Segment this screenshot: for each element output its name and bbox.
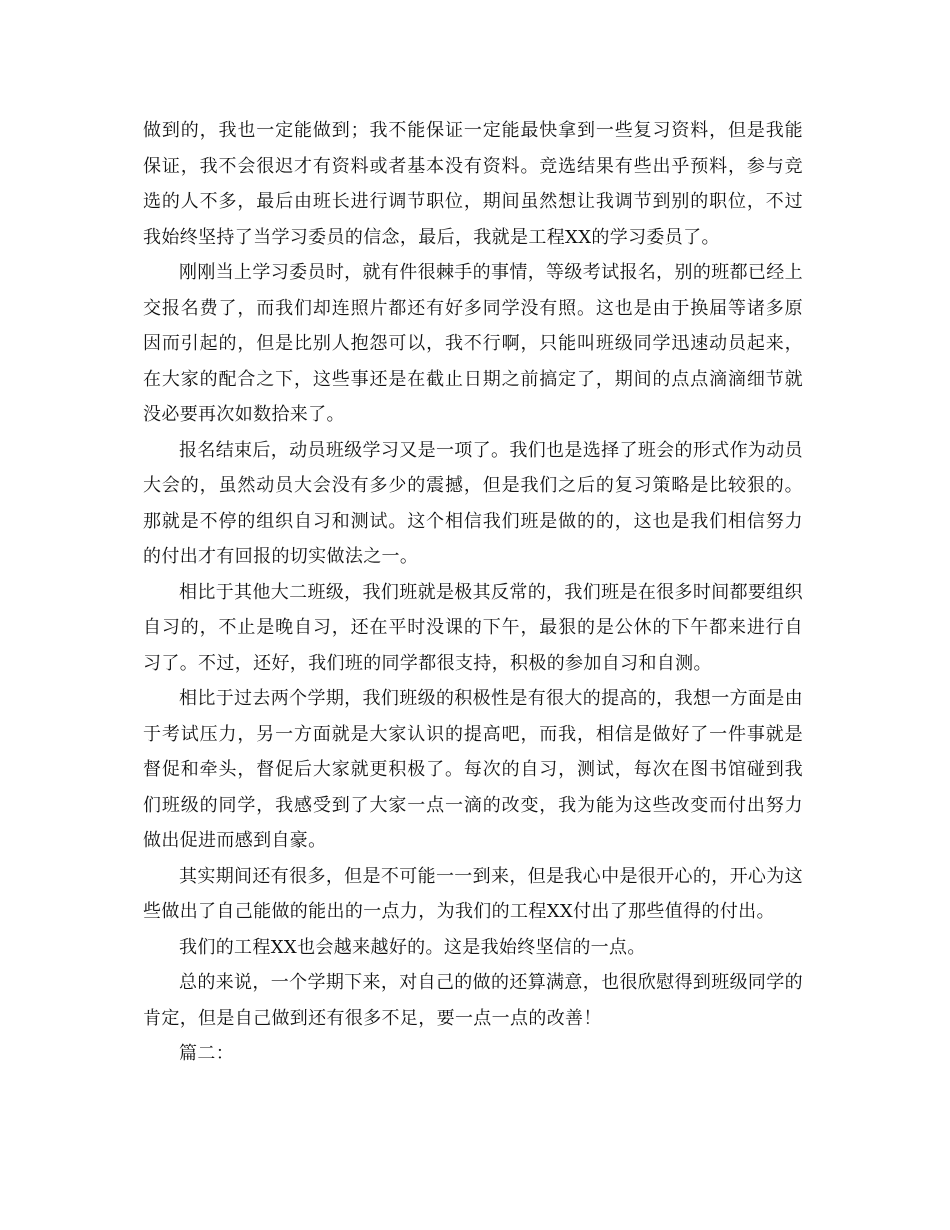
paragraph: 我们的工程XX也会越来越好的。这是我始终坚信的一点。: [179, 936, 646, 958]
paragraph: 报名结束后，动员班级学习又是一项了。我们也是选择了班会的形式作为动员大会的，虽然动员大会没有多少的震撼，但是我们之后的复习策略是比较狠的。那就是不停的组织自习和测试。这个相信我们班是做的的，这也是我们相信努力的付出才有回报的切实做法之一。: [143, 439, 803, 567]
section-heading: 篇二：: [179, 1043, 235, 1064]
paragraph: 做到的，我也一定能做到；我不能保证一定能最快拿到一些复习资料，但是我能保证，我不会很迟才有资料或者基本没有资料。竞选结果有些出乎预料，参与竞选的人不多，最后由班长进行调节职位，期间虽然想让我调节到别的职位，不过我始终坚持了当学习委员的信念，最后，我就是工程XX的学习委员了。: [143, 120, 803, 248]
document-page: [143, 113, 803, 1072]
paragraph: 相比于过去两个学期，我们班级的积极性是有很大的提高的，我想一方面是由于考试压力，另一方面就是大家认识的提高吧，而我，相信是做好了一件事就是督促和牵头，督促后大家就更积极了。每次的自习，测试，每次在图书馆碰到我们班级的同学，我感受到了大家一点一滴的改变，我为能为这些改变而付出努力做出促进而感到自豪。: [143, 688, 803, 851]
paragraph: 其实期间还有很多，但是不可能一一到来，但是我心中是很开心的，开心为这些做出了自己能做的能出的一点力，为我们的工程XX付出了那些值得的付出。: [143, 865, 803, 922]
paragraph: 相比于其他大二班级，我们班就是极其反常的，我们班是在很多时间都要组织自习的，不止是晚自习，还在平时没课的下午，最狠的是公休的下午都来进行自习了。不过，还好，我们班的同学都很支持，积极的参加自习和自测。: [143, 581, 803, 674]
paragraph: 刚刚当上学习委员时，就有件很棘手的事情，等级考试报名，别的班都已经上交报名费了，而我们却连照片都还有好多同学没有照。这也是由于换届等诸多原因而引起的，但是比别人抱怨可以，我不行啊，只能叫班级同学迅速动员起来，在大家的配合之下，这些事还是在截止日期之前搞定了，期间的点点滴滴细节就没必要再次如数拾来了。: [143, 262, 803, 425]
paragraph: 总的来说，一个学期下来，对自己的做的还算满意，也很欣慰得到班级同学的肯定，但是自己做到还有很多不足，要一点一点的改善！: [143, 972, 803, 1029]
